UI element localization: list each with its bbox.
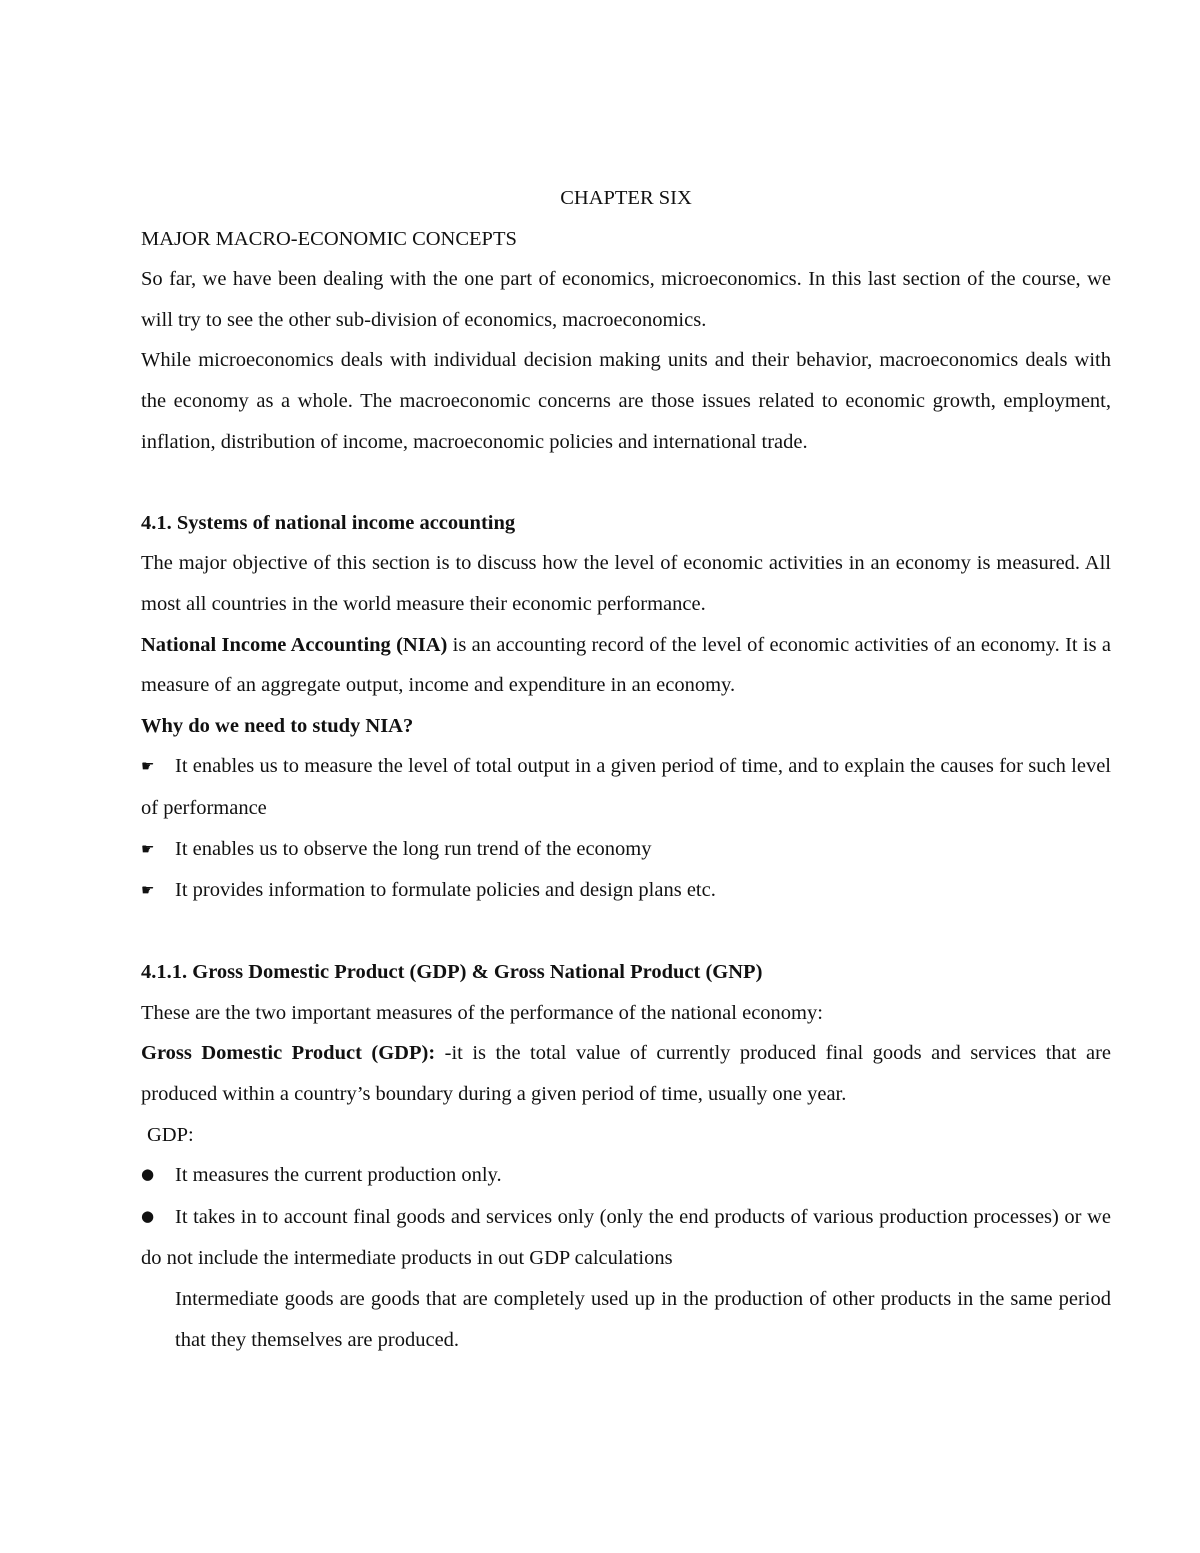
list-item [141, 1155, 1111, 1197]
list-item-text: It enables us to measure the level of total output in a given period of time, and to explain the causes for such level of performance [141, 755, 1111, 819]
spacer [141, 912, 1111, 953]
why-study-list [141, 746, 1111, 911]
gdp-definition [141, 1033, 1111, 1114]
section-heading-4-1: 4.1. Systems of national income accounting [141, 511, 516, 534]
gdp-label: GDP: [147, 1123, 194, 1146]
section-4-1-paragraph: The major objective of this section is to discuss how the level of economic activities in an economy is measured. All most all countries in the world measure their economic performance. [141, 552, 1111, 615]
list-item [141, 829, 1111, 871]
pointing-hand-icon: ☛ [141, 881, 155, 900]
list-item [141, 870, 1111, 912]
list-item-text: It enables us to observe the long run trend of the economy [175, 837, 652, 860]
intro-paragraph-1: So far, we have been dealing with the one part of economics, microeconomics. In this last section of the course, we will try to see the other sub-division of economics, macroeconomics. [141, 268, 1111, 331]
intro-paragraph-2: While microeconomics deals with individual decision making units and their behavior, macroeconomics deals with the economy as a whole. The macroeconomic concerns are those issues related to economic growth, employment, inflation, distribution of income, macroeconomic policies and international trade. [141, 349, 1111, 453]
gdp-term: Gross Domestic Product (GDP): [141, 1042, 436, 1065]
section-heading-4-1-1: 4.1.1. Gross Domestic Product (GDP) & Gross National Product (GNP) [141, 961, 763, 984]
list-item-text: It provides information to formulate policies and design plans etc. [175, 879, 716, 902]
nia-term: National Income Accounting (NIA) [141, 633, 448, 656]
bullet-dot-icon: ● [141, 1206, 155, 1225]
why-study-heading: Why do we need to study NIA? [141, 714, 414, 737]
pointing-hand-icon: ☛ [141, 757, 155, 776]
chapter-title: CHAPTER SIX [560, 187, 692, 209]
list-item [141, 1197, 1111, 1279]
gdp-definition-text: -it is the total value of currently produced final goods and services that are produced within a country’s boundary during a given period of time, usually one year. [141, 1042, 1111, 1106]
document-page [141, 178, 1111, 1360]
section-4-1-1-paragraph: These are the two important measures of the performance of the national economy: [141, 1001, 823, 1024]
list-item-text: It takes in to account final goods and services only (only the end products of various production processes) or we do not include the intermediate products in out GDP calculations [141, 1205, 1111, 1270]
chapter-subtitle: MAJOR MACRO-ECONOMIC CONCEPTS [141, 227, 517, 250]
spacer [141, 462, 1111, 503]
pointing-hand-icon: ☛ [141, 839, 155, 858]
list-item-text: It measures the current production only. [175, 1164, 502, 1187]
list-item [141, 746, 1111, 828]
bullet-dot-icon: ● [141, 1165, 155, 1184]
intermediate-goods-note: Intermediate goods are goods that are completely used up in the production of other products in the same period that they themselves are produced. [175, 1288, 1111, 1351]
gdp-list [141, 1155, 1111, 1279]
nia-definition [141, 625, 1111, 706]
nia-definition-text: is an accounting record of the level of economic activities of an economy. It is a measure of an aggregate output, income and expenditure in an economy. [141, 633, 1111, 697]
